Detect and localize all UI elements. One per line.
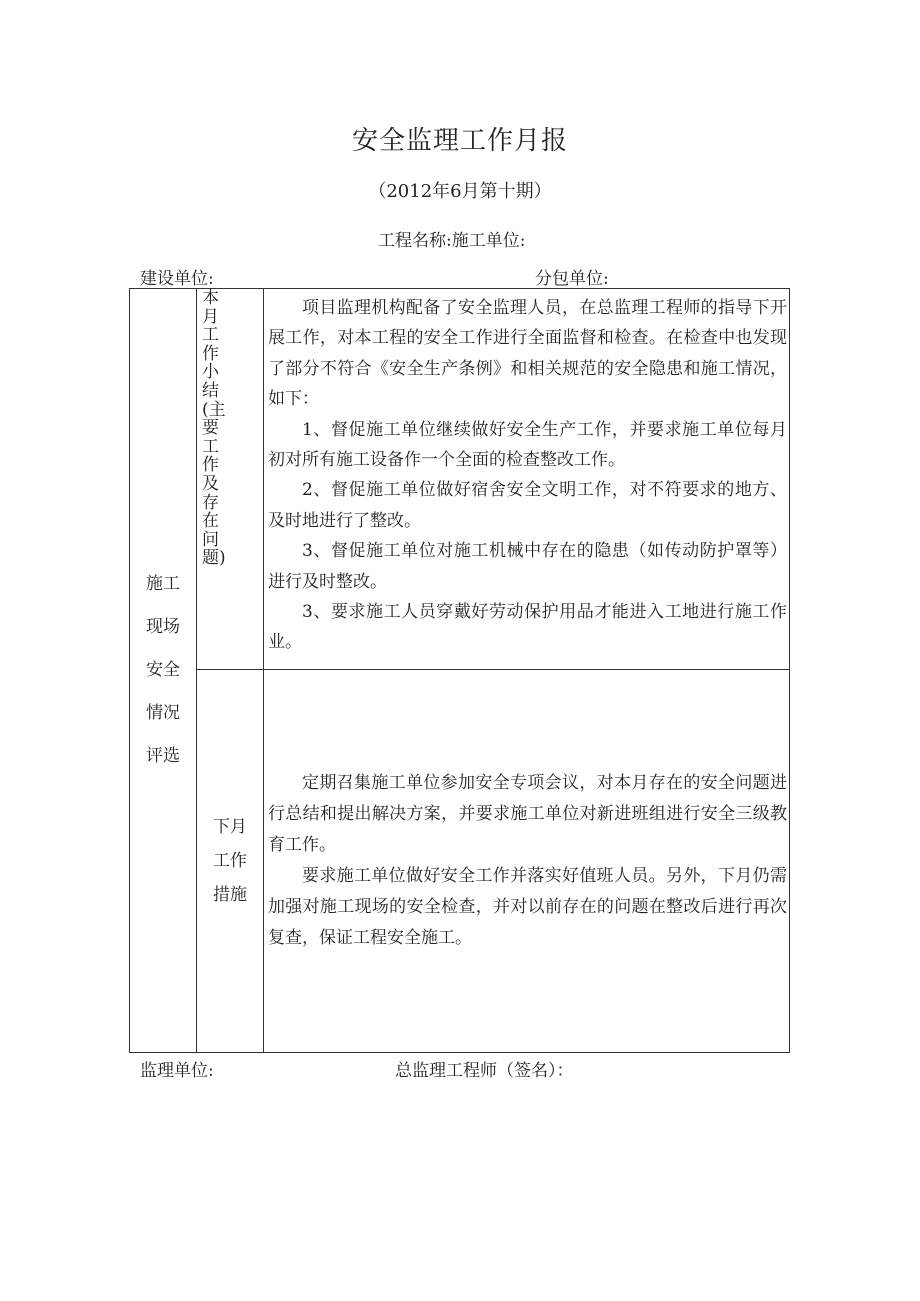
next-content-cell xyxy=(264,670,790,1053)
next-label-cell xyxy=(197,670,264,1053)
summary-label-cell xyxy=(197,289,264,670)
report-table xyxy=(129,288,790,1053)
category-cell xyxy=(130,289,197,1053)
category-line: 安全 xyxy=(146,660,180,680)
builder-label: 建设单位: xyxy=(140,269,214,289)
report-period: （2012年6月第十期） xyxy=(368,181,552,202)
category-line: 现场 xyxy=(146,617,180,637)
category-line: 评选 xyxy=(146,746,180,766)
supervisor-label: 监理单位: xyxy=(140,1061,214,1081)
subcontractor-label: 分包单位: xyxy=(535,269,609,289)
summary-paragraph: 1、督促施工单位继续做好安全生产工作，并要求施工单位每月初对所有施工设备作一个全面的检查整改工作。 xyxy=(268,419,787,471)
summary-label: 本月工作小结(主要工作及存在问题) xyxy=(202,288,226,569)
project-name-line: 工程名称:施工单位: xyxy=(378,231,526,251)
next-paragraph: 要求施工单位做好安全工作并落实好值班人员。另外，下月仍需加强对施工现场的安全检查，并对以前存在的问题在整改后进行再次复查，保证工程安全施工。 xyxy=(268,866,787,948)
next-month-label: 下月工作措施 xyxy=(213,817,247,905)
category-line: 施工 xyxy=(146,574,180,594)
summary-content-cell xyxy=(264,289,790,670)
next-paragraph: 定期召集施工单位参加安全专项会议，对本月存在的安全问题进行总结和提出解决方案，并要求施工单位对新进班组进行安全三级教育工作。 xyxy=(268,773,787,855)
summary-paragraph: 项目监理机构配备了安全监理人员，在总监理工程师的指导下开展工作，对本工程的安全工作进行全面监督和检查。在检查中也发现了部分不符合《安全生产条例》和相关规范的安全隐患和施工情况，如下： xyxy=(268,298,787,410)
category-label xyxy=(146,563,180,778)
report-title: 安全监理工作月报 xyxy=(351,126,568,156)
summary-paragraph: 2、督促施工单位做好宿舍安全文明工作，对不符要求的地方、及时地进行了整改。 xyxy=(268,480,787,531)
chief-engineer-signature-label: 总监理工程师（签名）： xyxy=(395,1061,574,1081)
category-line: 情况 xyxy=(146,703,180,723)
summary-paragraph: 3、要求施工人员穿戴好劳动保护用品才能进入工地进行施工作业。 xyxy=(268,602,787,653)
summary-paragraph: 3、督促施工单位对施工机械中存在的隐患（如传动防护罩等）进行及时整改。 xyxy=(268,541,787,592)
